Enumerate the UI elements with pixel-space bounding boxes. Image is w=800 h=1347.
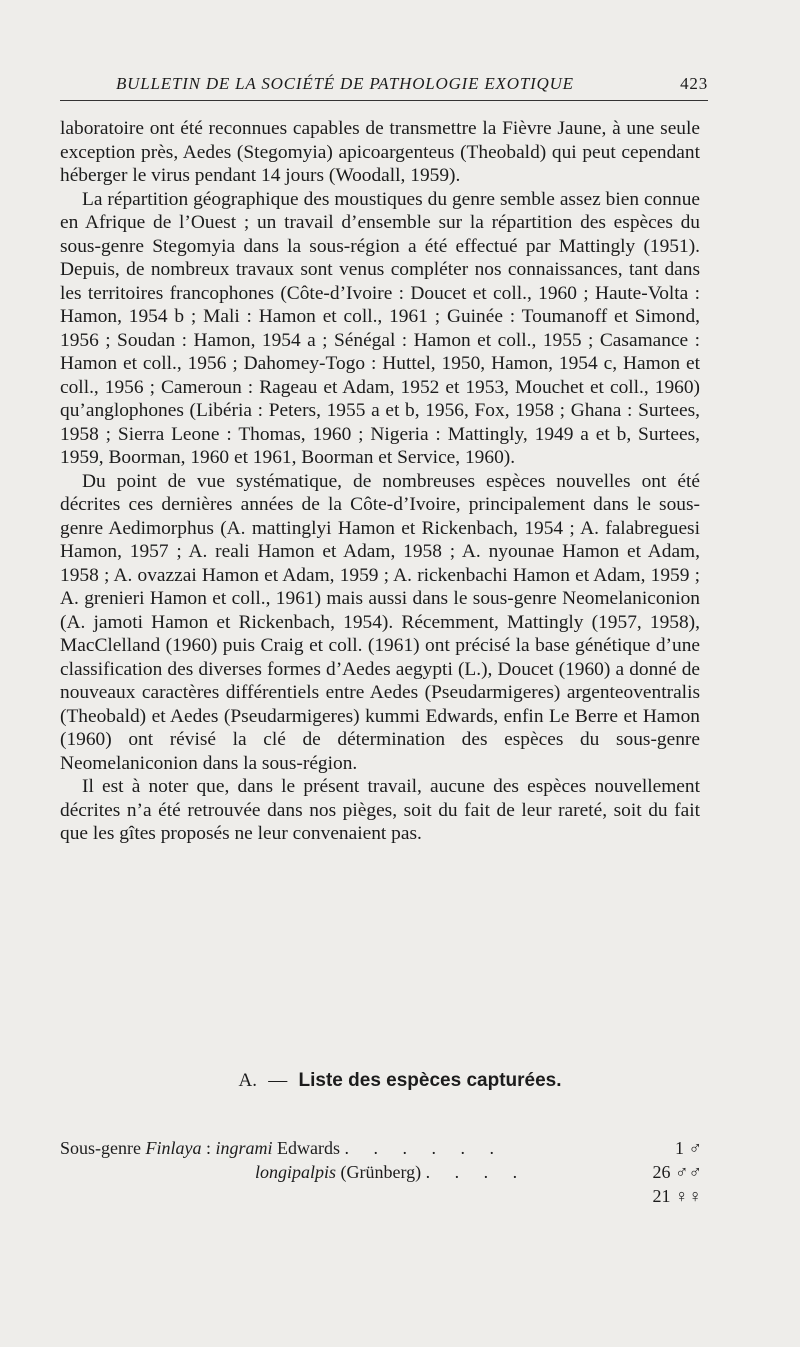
- paragraph-1: laboratoire ont été reconnues capables de transmettre la Fièvre Jaune, à une seule exception près, Aedes (Stegomyia) apicoargenteus (Theobald) qui peut cependant héberger le virus pendant 14 jours (Woodall, 1959).: [60, 118, 700, 186]
- section-heading: [0, 1070, 800, 1092]
- species-name: ingrami: [215, 1138, 273, 1158]
- leader-dots: . . . .: [425, 1162, 528, 1182]
- section-number: A.: [238, 1070, 257, 1091]
- paragraph-3: Du point de vue systématique, de nombreuses espèces nouvelles ont été décrites ces dernières années de la Côte-d’Ivoire, principalement dans le sous-genre Aedimorphus (A. mattinglyi Hamon et Rickenbach, 1954 ; A. falabreguesi Hamon, 1957 ; A. reali Hamon et Adam, 1958 ; A. nyounae Hamon et Adam, 1958 ; A. ovazzai Hamon et Adam, 1959 ; A. rickenbachi Hamon et Adam, 1959 ; A. grenieri Hamon et coll., 1961) mais aussi dans le sous-genre Neomelaniconion (A. jamoti Hamon et Rickenbach, 1954). Récemment, Mattingly (1957, 1958), MacClelland (1960) puis Craig et coll. (1961) ont précisé la base génétique d’une classification des diverses formes d’Aedes aegypti (L.), Doucet (1960) a donné de nouveaux caractères différentiels entre Aedes (Pseudarmigeres) argenteoventralis (Theobald) et Aedes (Pseudarmigeres) kummi Edwards, enfin Le Berre et Hamon (1960) ont révisé la clé de détermination des espèces du sous-genre Neomelaniconion dans la sous-région.: [60, 470, 700, 774]
- species-author: Edwards: [277, 1138, 340, 1158]
- section-title-text: Liste des espèces capturées.: [298, 1070, 562, 1091]
- species-name: longipalpis: [255, 1162, 337, 1182]
- specimen-count: 21 ♀♀: [652, 1186, 702, 1206]
- species-row: Sous-genre Finlaya : ingrami Edwards . . . . . . 1 ♂: [60, 1138, 702, 1158]
- journal-title: BULLETIN DE LA SOCIÉTÉ DE PATHOLOGIE EXOTIQUE: [116, 74, 574, 93]
- subgenus-label: Sous-genre: [60, 1138, 141, 1158]
- paragraph-4: Il est à noter que, dans le présent travail, aucune des espèces nouvellement décrites n’a été retrouvée dans nos pièges, soit du fait de leur rareté, soit du fait que les gîtes proposés ne leur convenaient pas.: [60, 776, 700, 844]
- specimen-count: 26 ♂♂: [652, 1162, 702, 1182]
- subgenus-name: Finlaya: [145, 1138, 202, 1158]
- page-number: 423: [680, 74, 708, 93]
- species-row: [60, 1160, 702, 1184]
- leader-dots: . . . . . .: [344, 1138, 504, 1158]
- species-row: [60, 1184, 702, 1208]
- species-list: [60, 1136, 702, 1208]
- paragraph-2: La répartition géographique des moustiques du genre semble assez bien connue en Afrique de l’Ouest ; un travail d’ensemble sur la répartition des espèces du sous-genre Stegomyia dans la sous-région a été effectué par Mattingly (1951). Depuis, de nombreux travaux sont venus compléter nos connaissances, tant dans les territoires francophones (Côte-d’Ivoire : Doucet et coll., 1960 ; Haute-Volta : Hamon, 1954 b ; Mali : Hamon et coll., 1961 ; Guinée : Toumanoff et Simond, 1956 ; Soudan : Hamon, 1954 a ; Sénégal : Hamon et coll., 1955 ; Casamance : Hamon et coll., 1956 ; Dahomey-Togo : Huttel, 1950, Hamon, 1954 c, Hamon et coll., 1956 ; Cameroun : Rageau et Adam, 1952 et 1953, Mouchet et coll., 1960) qu’anglophones (Libéria : Peters, 1955 a et b, 1956, Fox, 1958 ; Ghana : Surtees, 1958 ; Sierra Leone : Thomas, 1960 ; Nigeria : Mattingly, 1949 a et b, Surtees, 1959, Boorman, 1960 et 1961, Boorman et Service, 1960).: [60, 188, 700, 468]
- specimen-count: 1 ♂: [675, 1138, 702, 1158]
- body-text: [60, 117, 700, 846]
- section-dash: —: [268, 1070, 288, 1091]
- running-header: [60, 74, 708, 101]
- species-author: (Grünberg): [340, 1162, 422, 1182]
